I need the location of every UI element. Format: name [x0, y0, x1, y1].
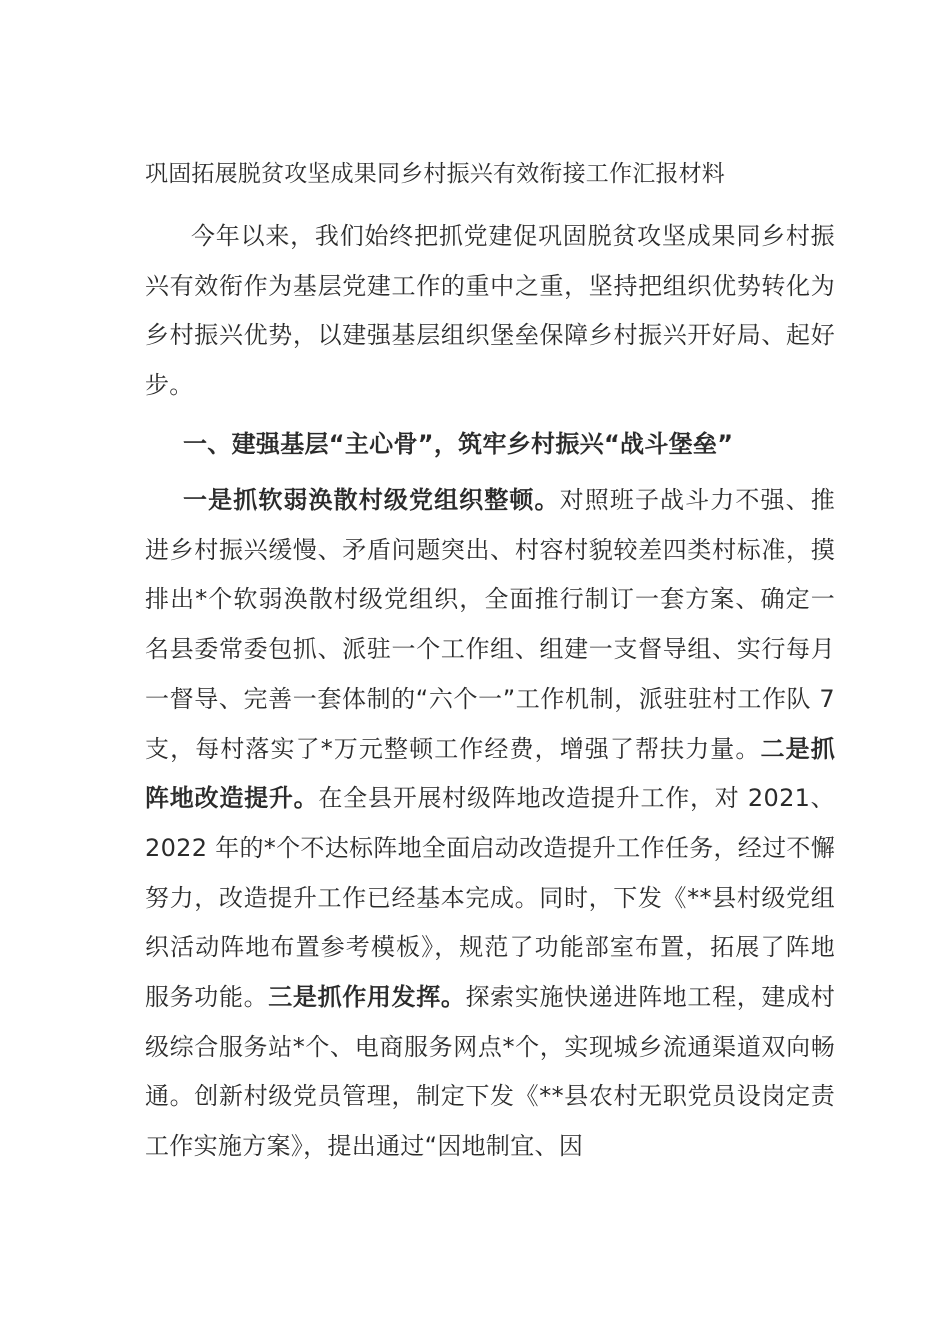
point-3-text: 探索实施快递进阵地工程，建成村级综合服务站*个、电商服务网点*个，实现城乡流通渠道双向畅通。创新村级党员管理，制定下发《**县农村无职党员设岗定责工作实施方案》，提出通过“因地制宜、因: [145, 983, 836, 1161]
main-paragraph: [145, 476, 835, 1172]
point-3-lead: 三是抓作用发挥。: [268, 983, 466, 1012]
section-heading: 一、建强基层“主心骨”，筑牢乡村振兴“战斗堡垒”: [183, 430, 734, 458]
point-2-text: 在全县开展村级阵地改造提升工作，对 2021、2022 年的*个不达标阵地全面启动改造提升工作任务，经过不懈努力，改造提升工作已经基本完成。同时，下发《**县村级党组织活动阵地布置参考模板》，规范了功能部室布置，拓展了阵地服务功能。: [145, 784, 836, 1012]
point-2-lead: 二是抓阵地改造提升。: [145, 734, 835, 813]
intro-paragraph: 今年以来，我们始终把抓党建促巩固脱贫攻坚成果同乡村振兴有效衔作为基层党建工作的重中之重，坚持把组织优势转化为乡村振兴优势，以建强基层组织堡垒保障乡村振兴开好局、起好步。: [145, 222, 835, 400]
document-title: 巩固拓展脱贫攻坚成果同乡村振兴有效衔接工作汇报材料: [145, 161, 725, 187]
point-1-lead: 一是抓软弱涣散村级党组织整顿。: [183, 486, 560, 514]
point-1-text: 对照班子战斗力不强、推进乡村振兴缓慢、矛盾问题突出、村容村貌较差四类村标准，摸排出*个软弱涣散村级党组织，全面推行制订一套方案、确定一名县委常委包抓、派驻一个工作组、组建一支督导组、实行每月一督导、完善一套体制的“六个一”工作机制，派驻驻村工作队 7 支，每村落实了*万元整顿工作经费，增强了帮扶力量。: [145, 486, 835, 763]
